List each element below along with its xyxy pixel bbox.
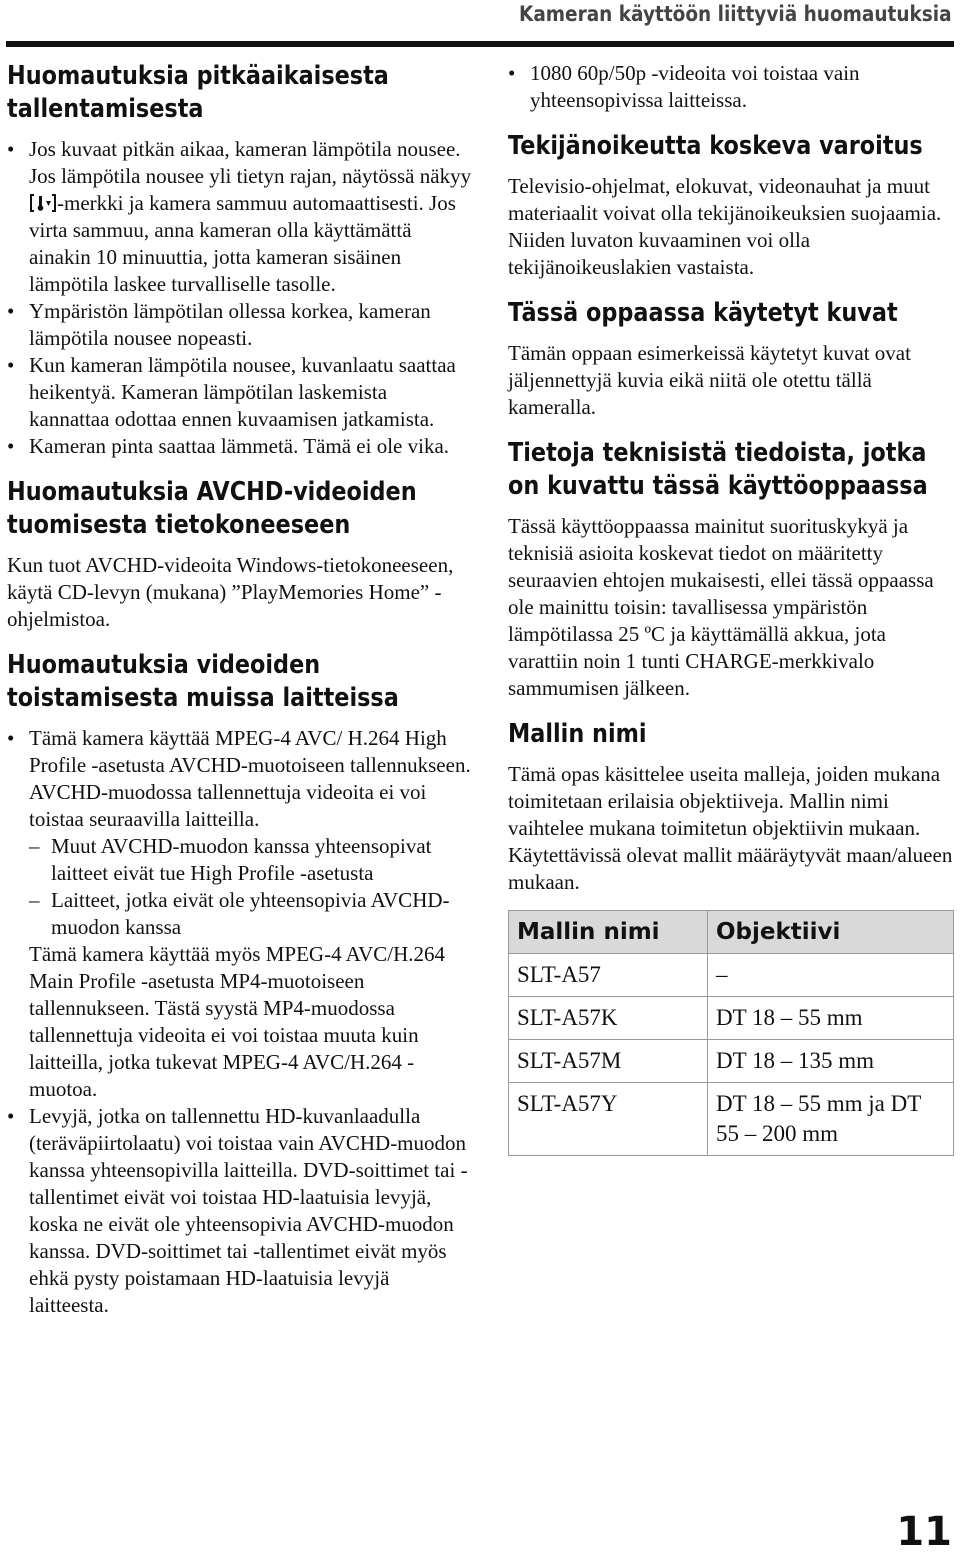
device-sublist (29, 833, 472, 941)
cell-model: SLT-A57Y (509, 1083, 708, 1156)
section-specifications (508, 437, 954, 702)
heading-playback-other-devices: Huomautuksia videoiden toistamisesta muissa laitteissa (7, 650, 399, 713)
heading-long-recording: Huomautuksia pitkäaikaisesta tallentamisesta (7, 61, 389, 124)
column-header-model: Mallin nimi (509, 911, 708, 954)
section-long-recording (7, 60, 472, 460)
list-item: • Kameran pinta saattaa lämmetä. Tämä ei ole vika. (7, 433, 472, 460)
playback-list-continued (508, 60, 954, 114)
list-item (7, 136, 472, 298)
running-header: Kameran käyttöön liittyviä huomautuksia (519, 2, 952, 26)
list-item: • 1080 60p/50p -videoita voi toistaa vain yhteensopivissa laitteissa. (508, 60, 954, 114)
list-item: • Kun kameran lämpötila nousee, kuvanlaatu saattaa heikentyä. Kameran lämpötilan laskemista kannattaa odottaa ennen kuvaamisen jatkamista. (7, 352, 472, 433)
heading-specifications: Tietoja teknisistä tiedoista, jotka on kuvattu tässä käyttöoppaassa (508, 438, 928, 501)
table-row (509, 954, 954, 997)
page-number: 11 (896, 1509, 952, 1555)
specifications-body: Tässä käyttöoppaassa mainitut suorituskykyä ja teknisiä asioita koskevat tiedot on määritetty seuraavien ehtojen mukaisesti, ellei tässä oppaassa ole mainittu toisin: tavallisessa ympäristön lämpötilassa 25 ºC ja käyttämällä akkua, jota varattiin noin 1 tunti CHARGE-merkkivalo sammumisen jälkeen. (508, 514, 934, 700)
header-rule (6, 41, 954, 47)
bullet-continuation: Tämä kamera käyttää myös MPEG-4 AVC/H.264 Main Profile -asetusta MP4-muotoiseen tallennukseen. Tästä syystä MP4-muodossa tallennettuja videoita ei voi toistaa muuta kuin laitteilla, jotka tukevat MPEG-4 AVC/H.264 -muotoa. (29, 942, 446, 1101)
section-images-in-manual (508, 297, 954, 421)
table-row (509, 1040, 954, 1083)
bullet-text: -merkki ja kamera sammuu automaattisesti. Jos virta sammuu, anna kameran olla käyttämättä ainakin 10 minuuttia, jotta kameran sisäinen lämpötila laskee turvalliselle tasolle. (29, 191, 456, 296)
temperature-warning-icon (30, 193, 56, 213)
cell-model: SLT-A57 (509, 954, 708, 997)
table-row (509, 1083, 954, 1156)
list-item: • Levyjä, jotka on tallennettu HD-kuvanlaadulla (teräväpiirtolaatu) voi toistaa vain AVCHD-muodon kanssa yhteensopivilla laitteilla. DVD-soittimet tai -tallentimet eivät voi toistaa HD-laatuisia levyjä, koska ne eivät ole yhteensopivia AVCHD-muodon kanssa. DVD-soittimet tai -tallentimet eivät myös ehkä pysty poistamaan HD-laatuisia levyjä laitteesta. (7, 1103, 472, 1319)
section-playback-other-devices (7, 649, 472, 1319)
sublist-item: – Muut AVCHD-muodon kanssa yhteensopivat laitteet eivät tue High Profile -asetusta (29, 833, 472, 887)
table-header-row (509, 911, 954, 954)
left-column (7, 60, 472, 1319)
long-recording-list (7, 136, 472, 460)
sublist-item: – Laitteet, jotka eivät ole yhteensopivia AVCHD-muodon kanssa (29, 887, 472, 941)
bullet-text: Jos kuvaat pitkän aikaa, kameran lämpötila nousee. Jos lämpötila nousee yli tietyn rajan, näytössä näkyy (29, 137, 472, 188)
cell-model: SLT-A57M (509, 1040, 708, 1083)
heading-images-in-manual: Tässä oppaassa käytetyt kuvat (508, 298, 898, 328)
cell-lens: – (708, 954, 954, 997)
list-item: • Ympäristön lämpötilan ollessa korkea, kameran lämpötila nousee nopeasti. (7, 298, 472, 352)
section-model-name (508, 718, 954, 1156)
avchd-import-body: Kun tuot AVCHD-videoita Windows-tietokoneeseen, käytä CD-levyn (mukana) ”PlayMemories Home” -ohjelmistoa. (7, 553, 454, 631)
heading-model-name: Mallin nimi (508, 719, 647, 749)
heading-copyright: Tekijänoikeutta koskeva varoitus (508, 131, 923, 161)
playback-list (7, 725, 472, 1319)
list-item: • Tämä kamera käyttää MPEG-4 AVC/ H.264 High Profile -asetusta AVCHD-muotoiseen tallennukseen. AVCHD-muodossa tallennettuja videoita ei voi toistaa seuraavilla laitteilla. – Muut AVCHD-muodon kanssa yhteensopivat laitteet eivät tue High Profile -asetusta – Laitteet, jotka eivät ole yhteensopivia AVCHD-muodon kanssa Tämä kamera käyttää myös MPEG-4 AVC/H.264 Main Profile -asetusta MP4-muotoiseen tallennukseen. Tästä syystä MP4-muodossa tallennettuja videoita ei voi toistaa muuta kuin laitteilla, jotka tukevat MPEG-4 AVC/H.264 -muotoa. (7, 725, 472, 1103)
heading-avchd-import: Huomautuksia AVCHD-videoiden tuomisesta tietokoneeseen (7, 477, 417, 540)
right-column (508, 60, 954, 1156)
column-header-lens: Objektiivi (708, 911, 954, 954)
cell-lens: DT 18 – 135 mm (708, 1040, 954, 1083)
model-table (508, 910, 954, 1156)
cell-lens: DT 18 – 55 mm ja DT 55 – 200 mm (708, 1083, 954, 1156)
section-avchd-import (7, 476, 472, 633)
table-row (509, 997, 954, 1040)
model-name-body: Tämä opas käsittelee useita malleja, joiden mukana toimitetaan erilaisia objektiiveja. Mallin nimi vaihtelee mukana toimitetun objektiivin mukaan. Käytettävissä olevat mallit määräytyvät maan/alueen mukaan. (508, 762, 953, 894)
cell-lens: DT 18 – 55 mm (708, 997, 954, 1040)
images-in-manual-body: Tämän oppaan esimerkeissä käytetyt kuvat ovat jäljennettyjä kuvia eikä niitä ole otettu tällä kameralla. (508, 341, 911, 419)
section-copyright (508, 130, 954, 281)
copyright-body: Televisio-ohjelmat, elokuvat, videonauhat ja muut materiaalit voivat olla tekijänoikeuksien suojaamia. Niiden luvaton kuvaaminen voi olla tekijänoikeuslakien vastaista. (508, 174, 942, 279)
cell-model: SLT-A57K (509, 997, 708, 1040)
